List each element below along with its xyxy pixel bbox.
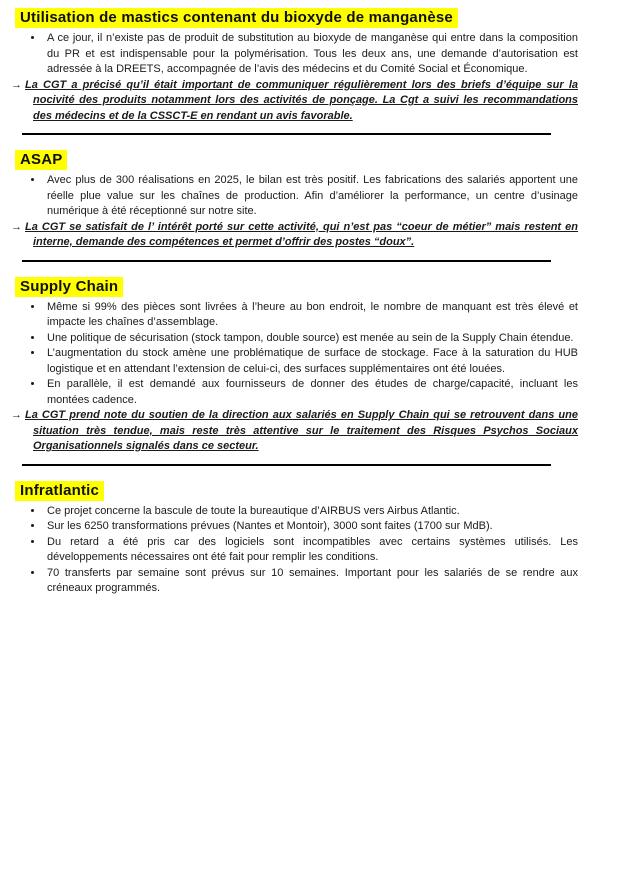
document-section (11, 277, 578, 466)
bullet-item: • Même si 99% des pièces sont livrées à l’heure au bon endroit, le nombre de manquant est très élevé et impacte les chaînes d’assemblage. (44, 300, 578, 331)
bullet-item: • Sur les 6250 transformations prévues (Nantes et Montoir), 3000 sont faites (1700 sur MdB). (44, 519, 578, 535)
cgt-note-text: La CGT se satisfait de l’ intérêt porté sur cette activité, qui n’est pas “coeur de métier” mais restent en interne, demande des compétences et permet d’offrir des postes “doux”. (25, 220, 578, 248)
section-title: ASAP (15, 150, 67, 170)
cgt-note-text: La CGT prend note du soutien de la direction aux salariés en Supply Chain qui se retrouvent dans une situation très tendue, mais reste très attentive sur le traitement des Risques Psychos Sociaux Organisationnels signalés dans ce secteur. (25, 409, 578, 452)
bullet-item: • Ce projet concerne la bascule de toute la bureautique d’AIRBUS vers Airbus Atlantic. (44, 504, 578, 520)
bullet-item: • L’augmentation du stock amène une problématique de surface de stockage. Face à la saturation du HUB logistique et en attendant l’extension de celui-ci, des surfaces supplémentaires ont été louées. (44, 346, 578, 377)
bullet-list (22, 300, 578, 409)
cgt-note-text: La CGT a précisé qu’il était important de communiquer régulièrement lors des briefs d’équipe sur la nocivité des produits notamment lors des activités de ponçage. La Cgt a suivi les recommandations des médecins et de la CSSCT-E en rendant un avis favorable. (25, 78, 578, 122)
bullet-item: • Du retard a été pris car des logiciels sont incompatibles avec certains systèmes utilisés. Les développements nécessaires ont été fait pour remplir les conditions. (44, 535, 578, 566)
bullet-item: • Une politique de sécurisation (stock tampon, double source) est menée au sein de la Supply Chain étendue. (44, 331, 578, 347)
section-title: Infratlantic (15, 481, 104, 501)
bullet-item: • En parallèle, il est demandé aux fournisseurs de donner des études de charge/capacité, incluant les montées cadence. (44, 377, 578, 408)
bullet-list (22, 31, 578, 78)
bullet-item: • Avec plus de 300 réalisations en 2025, le bilan est très positif. Les fabrications des salariés apportent une réelle plue value sur les chaînes de production. Afin d’améliorer la performance, un centre d’usinage numérique à été réceptionné sur notre site. (44, 173, 578, 220)
section-separator (22, 260, 551, 262)
cgt-note: → La CGT prend note du soutien de la direction aux salariés en Supply Chain qui se retrouvent dans une situation très tendue, mais reste très attentive sur le traitement des Risques Psychos Sociaux Organisationnels signalés dans ce secteur. (11, 409, 578, 452)
bullet-item: • A ce jour, il n’existe pas de produit de substitution au bioxyde de manganèse qui entre dans la composition du PR et est indispensable pour la polymérisation. Tous les deux ans, une demande d’autorisation est adressée à la DREETS, accompagnée de l’avis des médecins et du Comité Social et Économique. (44, 31, 578, 78)
bullet-list (22, 504, 578, 597)
document-section (22, 481, 578, 597)
document-section (11, 150, 578, 262)
bullet-list (22, 173, 578, 220)
section-title: Utilisation de mastics contenant du bioxyde de manganèse (15, 8, 458, 28)
document-section (11, 8, 578, 135)
section-title: Supply Chain (15, 277, 123, 297)
section-separator (22, 133, 551, 135)
section-separator (22, 464, 551, 466)
cgt-note: → La CGT se satisfait de l’ intérêt porté sur cette activité, qui n’est pas “coeur de métier” mais restent en interne, demande des compétences et permet d’offrir des postes “doux”. (11, 220, 578, 248)
bullet-item: • 70 transferts par semaine sont prévus sur 10 semaines. Important pour les salariés de se rendre aux créneaux programmés. (44, 566, 578, 597)
cgt-note: → La CGT a précisé qu’il était important de communiquer régulièrement lors des briefs d’équipe sur la nocivité des produits notamment lors des activités de ponçage. La Cgt a suivi les recommandations des médecins et de la CSSCT-E en rendant un avis favorable. (11, 78, 578, 122)
